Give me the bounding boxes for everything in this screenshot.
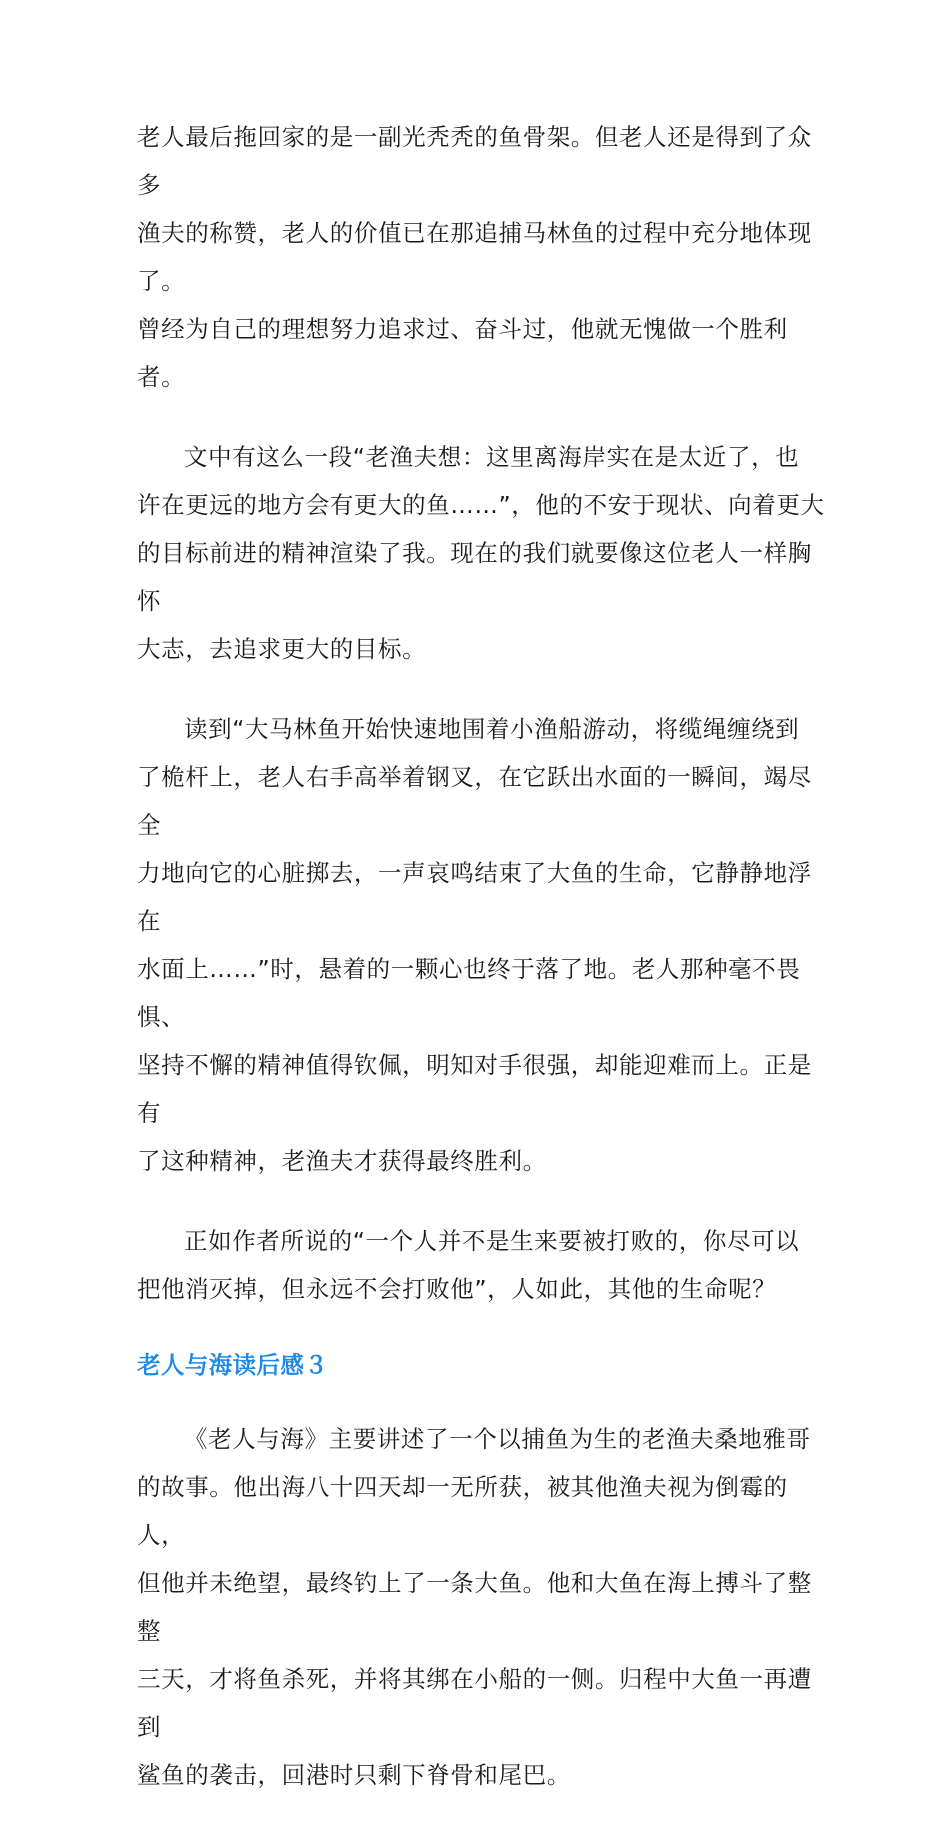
document-page (137, 113, 827, 1831)
paragraph-summary: 《老人与海》主要讲述了一个以捕鱼为生的老渔夫桑地雅哥 的故事。他出海八十四天却一无所获，被其他渔夫视为倒霉的人， 但他并未绝望，最终钓上了一条大鱼。他和大鱼在海上搏斗了整整 三天，才将鱼杀死，并将其绑在小船的一侧。归程中大鱼一再遭到 鲨鱼的袭击，回港时只剩下脊骨和尾巴。 (137, 1425, 812, 1789)
paragraph-conclusion: 老人最后拖回家的是一副光秃秃的鱼骨架。但老人还是得到了众多 渔夫的称赞，老人的价值已在那追捕马林鱼的过程中充分地体现了。 曾经为自己的理想努力追求过、奋斗过，他就无愧做一个胜利者。 (137, 123, 812, 391)
paragraph-author-quote: 正如作者所说的“一个人并不是生来要被打败的，你尽可以 把他消灭掉，但永远不会打败他”，人如此，其他的生命呢？ (137, 1227, 800, 1303)
paragraph-marlin-fight: 读到“大马林鱼开始快速地围着小渔船游动，将缆绳缠绕到 了桅杆上，老人右手高举着钢叉，在它跃出水面的一瞬间，竭尽全 力地向它的心脏掷去，一声哀鸣结束了大鱼的生命，它静静地浮在 水面上……”时，悬着的一颗心也终于落了地。老人那种毫不畏惧、 坚持不懈的精神值得钦佩，明知对手很强，却能迎难而上。正是有 了这种精神，老渔夫才获得最终胜利。 (137, 715, 812, 1175)
section-title: 老人与海读后感３ (137, 1351, 329, 1379)
paragraph-quote-old-fisherman: 文中有这么一段“老渔夫想：这里离海岸实在是太近了，也 许在更远的地方会有更大的鱼……”，他的不安于现状、向着更大 的目标前进的精神渲染了我。现在的我们就要像这位老人一样胸怀 大志，去追求更大的目标。 (137, 443, 825, 663)
